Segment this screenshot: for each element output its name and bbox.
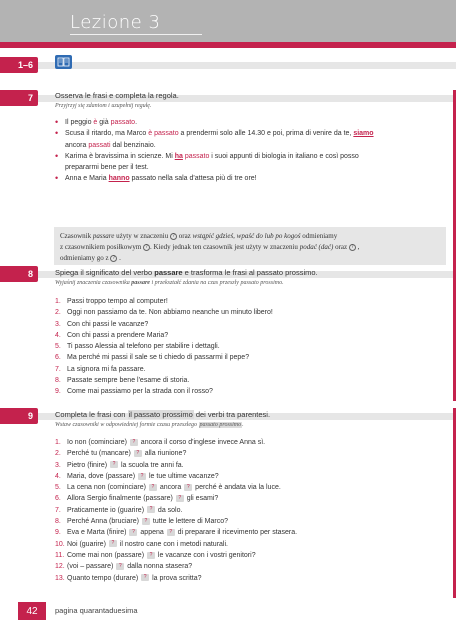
list-item: 13. Quanto tempo (durare) ? la prova scritta? [55,574,202,582]
answer-gap[interactable]: ? [134,450,142,457]
rule-gap[interactable]: ? [170,233,177,240]
tab-exercise-9: 9 [0,408,38,424]
list-item: 4. Maria, dove (passare) ? le tue ultime vacanze? [55,472,219,480]
list-item: 1. Passi troppo tempo al computer! [55,298,168,305]
exercise-7-subtitle: Przyjrzyj się zdaniom i uzupełnij regułę. [55,103,152,109]
list-item: 12. (voi – passare) ? dalla nonna stasera? [55,562,193,571]
list-item: 7. La signora mi fa passare. [55,365,146,373]
list-item: 6. Ma perché mi passi il sale se ti chiedo di passarmi il pepe? [55,354,250,362]
list-item: 3. Con chi passi le vacanze? [55,320,149,328]
answer-gap[interactable]: ? [130,439,138,446]
page-number: 42 [18,602,46,620]
answer-gap[interactable]: ? [141,574,149,581]
answer-gap[interactable]: ? [110,461,118,468]
list-item: • Karima è bravissima in scienze. Mi ha passato i suoi appunti di biologia in italiano e così posso prepararmi bene per il test. [55,150,359,172]
exercise-7-instruction: Osserva le frasi e completa la regola. [55,91,179,100]
answer-gap[interactable]: ? [184,484,192,491]
exercise-8-subtitle: Wyjaśnij znaczenia czasownika passare i przekształć zdania na czas przeszły passato prossimo. [55,280,284,286]
list-item: 10. Noi (guarire) ? il nostro cane con i metodi naturali. [55,540,228,548]
exercise-8-list [55,296,440,398]
list-item: 9. Eva e Marta (finire) ? appena ? di preparare il ricevimento per stasera. [55,529,298,537]
header-underline [70,34,202,35]
rule-gap[interactable]: ? [349,244,356,251]
answer-gap[interactable]: ? [176,495,184,502]
answer-gap[interactable]: ? [116,563,124,570]
book-icon [55,55,72,69]
header-accent-bar [0,42,456,48]
lesson-header [0,0,456,42]
rule-gap[interactable]: ? [143,244,150,251]
list-item: • Anna e Maria hanno passato nella sala d'attesa più di tre ore! [55,173,257,184]
tab-exercises-1-6: 1–6 [0,57,38,73]
exercise-8-instruction: Spiega il significato del verbo passare e trasforma le frasi al passato prossimo. [55,268,318,277]
list-item: 5. Ti passo Alessia al telefono per stabilire i dettagli. [55,343,220,351]
list-item: 8. Passate sempre bene l'esame di storia. [55,377,190,385]
list-item: 5. La cena non (cominciare) ? ancora ? perché è andata via la luce. [55,483,281,492]
list-item: • Il peggio è già passato. [55,117,138,127]
list-item: 9. Come mai passiamo per la strada con il rosso? [55,388,213,396]
grammar-rule-box: Czasownik passare użyty w znaczeniu ? oraz wstąpić gdzieś, wpaść do lub po kogoś odmieniamy z czasownikiem posiłkowym ? . Kiedy jednak ten czasownik jest użyty w znaczeniu podać (dać) oraz ? , odmieniamy go z ? . [54,227,446,265]
exercise-9-subtitle: Wstaw czasowniki w odpowiedniej formie czasu przeszłego passato prossimo. [55,422,244,428]
list-item: 7. Praticamente io (guarire) ? da solo. [55,506,183,514]
list-item: 3. Pietro (finire) ? la scuola tre anni fa. [55,461,184,469]
rule-gap[interactable]: ? [110,255,117,262]
answer-gap[interactable]: ? [142,518,150,525]
answer-gap[interactable]: ? [147,506,155,513]
answer-gap[interactable]: ? [109,540,117,547]
exercise-7-sentences [55,117,440,185]
list-item: 1. Io non (cominciare) ? ancora il corso d'inglese invece Anna sì. [55,438,266,446]
list-item: 2. Perché tu (mancare) ? alla riunione? [55,449,187,458]
exercise-9-list [55,437,440,584]
lesson-title: Lezione 3 [70,12,161,33]
list-item: 4. Con chi passi a prendere Maria? [55,331,169,339]
answer-gap[interactable]: ? [167,529,175,536]
tab-exercise-8: 8 [0,266,38,282]
answer-gap[interactable]: ? [138,473,146,480]
list-item: 8. Perché Anna (bruciare) ? tutte le lettere di Marco? [55,517,228,526]
answer-gap[interactable]: ? [149,484,157,491]
answer-gap[interactable]: ? [147,552,155,559]
list-item: 6. Allora Sergio finalmente (passare) ? gli esami? [55,495,219,503]
tab-exercise-7: 7 [0,90,38,106]
list-item: 11. Come mai non (passare) ? le vacanze con i vostri genitori? [55,551,256,559]
answer-gap[interactable]: ? [129,529,137,536]
list-item: 2. Oggi non passiamo da te. Non abbiamo neanche un minuto libero! [55,309,273,317]
exercise-9-instruction: Completa le frasi con il passato prossimo dei verbi tra parentesi. [55,410,271,419]
page-number-words: pagina quarantaduesima [55,606,138,615]
list-item: • Scusa il ritardo, ma Marco è passato a prendermi solo alle 14.30 e poi, prima di venire da te, siamo ancora passati dal benzinaio. [55,128,374,149]
